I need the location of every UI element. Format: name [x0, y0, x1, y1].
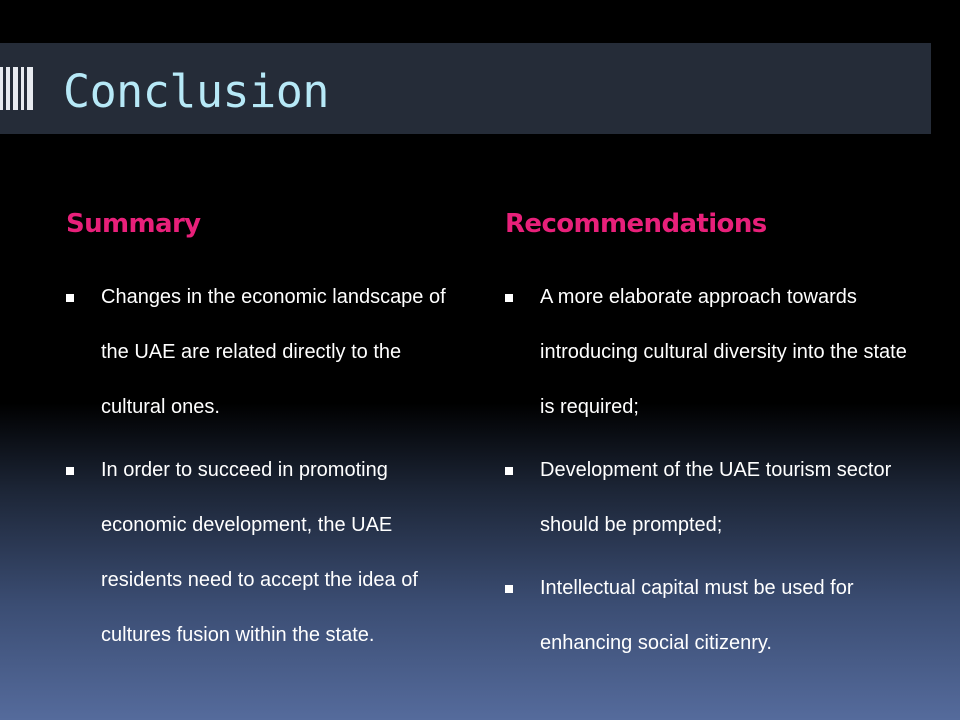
recommendations-heading: Recommendations	[505, 209, 767, 239]
recommendation-item	[505, 561, 910, 671]
square-bullet-icon	[66, 467, 74, 475]
slide-title: Conclusion	[63, 65, 329, 118]
recommendation-item-text: A more elaborate approach towards introducing cultural diversity into the state is required;	[540, 286, 907, 418]
recommendations-column	[505, 204, 925, 654]
recommendation-item-text: Intellectual capital must be used for enhancing social citizenry.	[540, 577, 854, 654]
summary-item	[66, 443, 464, 663]
summary-list	[66, 270, 464, 671]
square-bullet-icon	[505, 585, 513, 593]
recommendations-list	[505, 270, 910, 679]
recommendation-item	[505, 443, 910, 553]
square-bullet-icon	[66, 294, 74, 302]
recommendation-item-text: Development of the UAE tourism sector should be prompted;	[540, 459, 892, 536]
summary-item	[66, 270, 464, 435]
summary-heading: Summary	[66, 209, 201, 239]
recommendation-item	[505, 270, 910, 435]
summary-column	[66, 204, 486, 646]
summary-item-text: Changes in the economic landscape of the UAE are related directly to the cultural ones.	[101, 286, 446, 418]
vertical-bars-icon	[0, 67, 34, 110]
summary-item-text: In order to succeed in promoting economic development, the UAE residents need to accept the idea of cultures fusion within the state.	[101, 459, 418, 646]
square-bullet-icon	[505, 294, 513, 302]
square-bullet-icon	[505, 467, 513, 475]
